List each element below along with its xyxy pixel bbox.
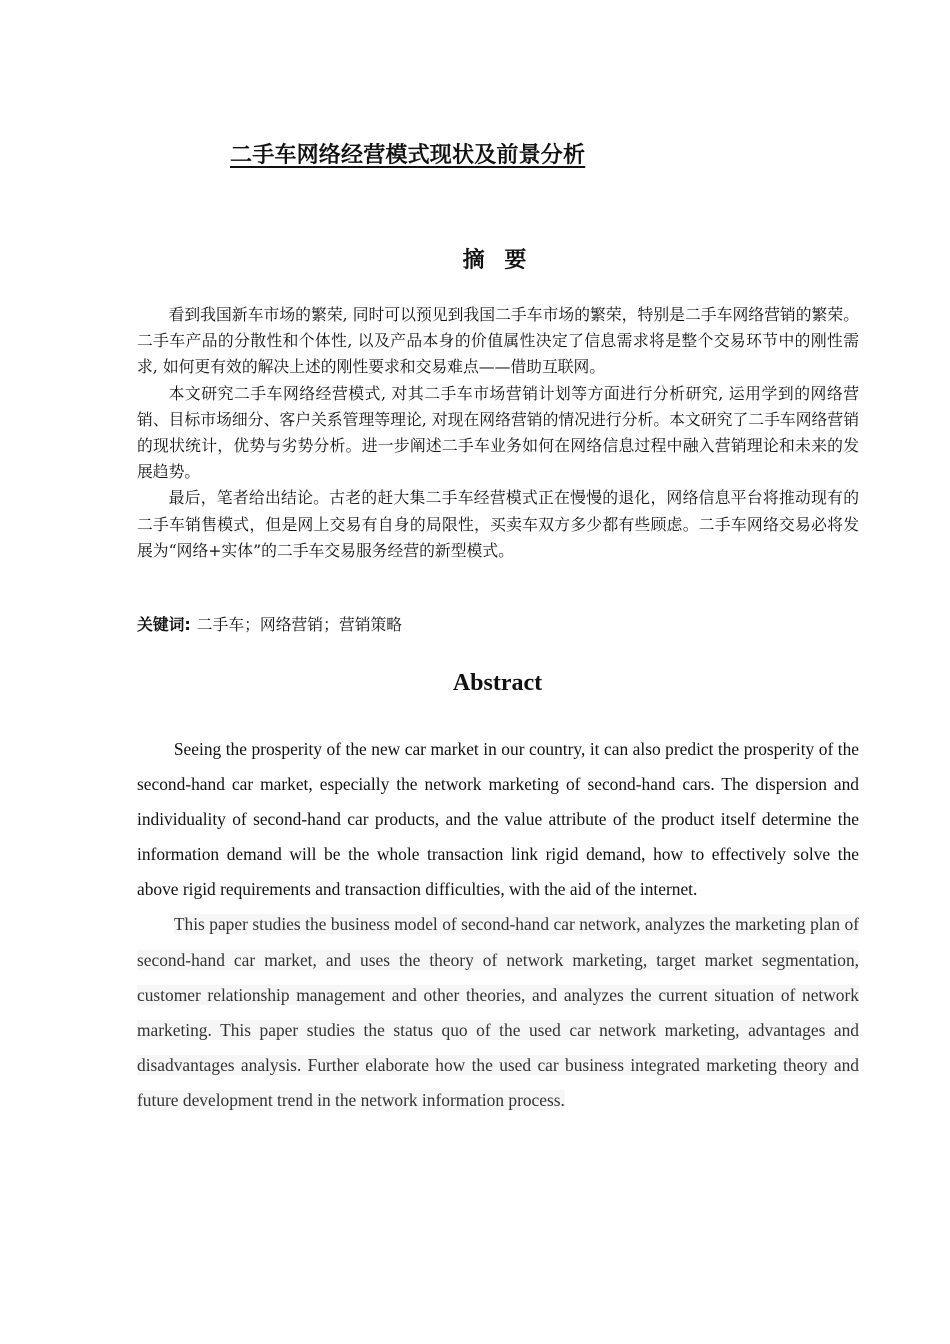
highlighted-text: This paper studies the business model of second-hand car network, analyzes the marketing plan of second-hand car market, and uses the theory of network marketing, target market segmentation, customer relationship management and other theories, and analyzes the current situation of network marketing. This paper studies the status quo of the used car network marketing, advantages and disadvantages analysis. Further elaborate how the used car business integrated marketing theory and future development trend in the network information process. — [137, 914, 859, 1110]
paper-title: 二手车网络经营模式现状及前景分析 — [230, 143, 586, 168]
chinese-abstract-paragraph: 最后，笔者给出结论。古老的赶大集二手车经营模式正在慢慢的退化，网络信息平台将推动现有的二手车销售模式，但是网上交易有自身的局限性，买卖车双方多少都有些顾虑。二手车网络交易必将发展为“网络+实体”的二手车交易服务经营的新型模式。 — [137, 488, 859, 560]
english-abstract-paragraph-highlighted — [137, 907, 859, 1118]
chinese-abstract-body — [137, 302, 859, 564]
keywords-value: 二手车；网络营销；营销策略 — [196, 615, 403, 634]
chinese-abstract-paragraph: 本文研究二手车网络经营模式, 对其二手车市场营销计划等方面进行分析研究, 运用学到的网络营销、目标市场细分、客户关系管理等理论, 对现在网络营销的情况进行分析。本文研究了二手车网络营销的现状统计，优势与劣势分析。进一步阐述二手车业务如何在网络信息过程中融入营销理论和未来的发展趋势。 — [137, 383, 859, 482]
chinese-abstract-heading: 摘 要 — [462, 248, 533, 273]
keywords-line — [137, 612, 859, 638]
keywords-label: 关键词: — [137, 615, 191, 634]
english-abstract-heading: Abstract — [452, 670, 543, 696]
english-abstract-body — [137, 732, 859, 1118]
chinese-abstract-paragraph: 看到我国新车市场的繁荣, 同时可以预见到我国二手车市场的繁荣，特别是二手车网络营销的繁荣。二手车产品的分散性和个体性, 以及产品本身的价值属性决定了信息需求将是整个交易环节中的刚性需求, 如何更有效的解决上述的刚性要求和交易难点——借助互联网。 — [137, 305, 859, 377]
english-abstract-paragraph: Seeing the prosperity of the new car market in our country, it can also predict the prosperity of the second-hand car market, especially the network marketing of second-hand cars. The dispersion and individuality of second-hand car products, and the value attribute of the product itself determine the information demand will be the whole transaction link rigid demand, how to effectively solve the above rigid requirements and transaction difficulties, with the aid of the internet. — [137, 739, 859, 900]
